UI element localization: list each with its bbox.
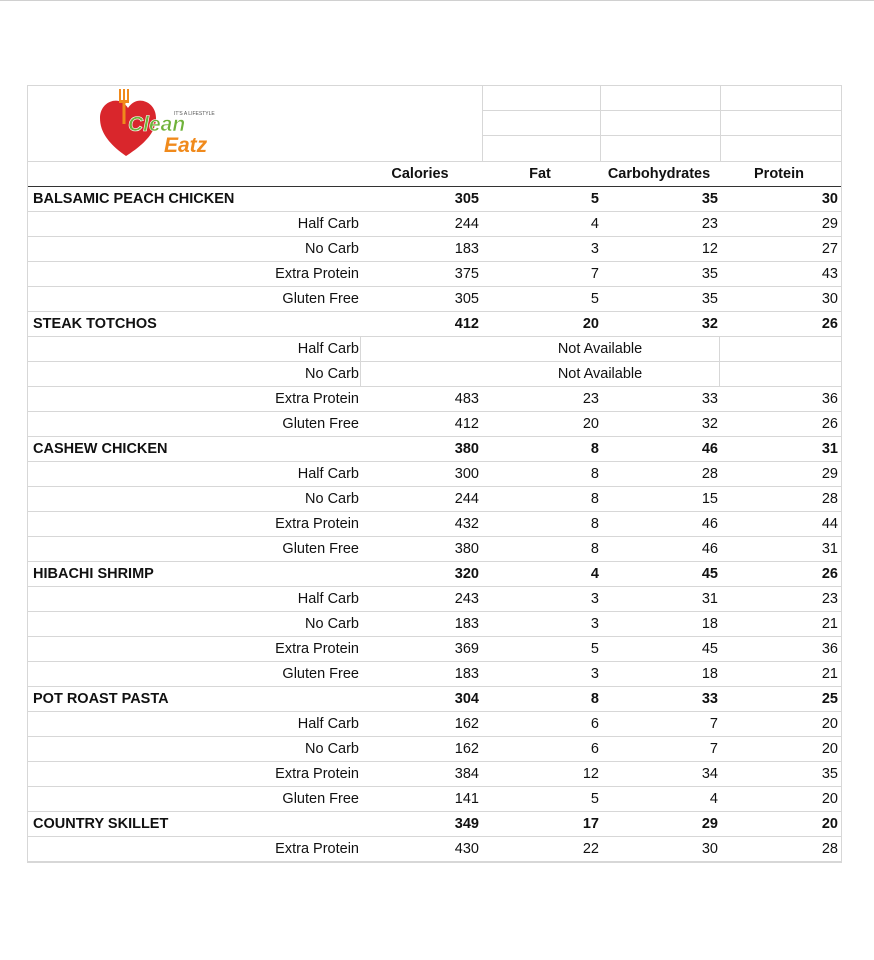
header-fat: Fat <box>529 166 551 182</box>
grid-line <box>482 86 483 161</box>
protein-value: 30 <box>821 291 838 307</box>
protein-value: 26 <box>821 566 838 582</box>
brand-tagline: IT'S A LIFESTYLE <box>174 111 215 117</box>
menu-item-name: CASHEW CHICKEN <box>33 441 168 457</box>
variant-label: Extra Protein <box>275 841 359 857</box>
variant-row <box>28 637 841 662</box>
variant-label: No Carb <box>305 616 359 632</box>
carbohydrates-value: 33 <box>701 391 718 407</box>
fat-value: 23 <box>582 391 599 407</box>
fat-value: 3 <box>590 241 599 257</box>
protein-value: 43 <box>821 266 838 282</box>
calories-value: 380 <box>454 541 479 557</box>
carbohydrates-value: 18 <box>701 616 718 632</box>
protein-value: 36 <box>821 391 838 407</box>
variant-row <box>28 737 841 762</box>
carbohydrates-value: 33 <box>701 691 718 707</box>
column-header-row <box>28 162 841 187</box>
carbohydrates-value: 29 <box>701 816 718 832</box>
menu-item-name: POT ROAST PASTA <box>33 691 169 707</box>
variant-row <box>28 487 841 512</box>
calories-value: 141 <box>454 791 479 807</box>
fat-value: 4 <box>590 216 599 232</box>
calories-value: 375 <box>454 266 479 282</box>
protein-value: 20 <box>821 716 838 732</box>
protein-value: 36 <box>821 641 838 657</box>
protein-value: 35 <box>821 766 838 782</box>
nutrition-spreadsheet <box>27 85 842 863</box>
calories-value: 305 <box>454 191 479 207</box>
protein-value: 26 <box>821 316 838 332</box>
fat-value: 3 <box>590 666 599 682</box>
menu-item-row <box>28 187 841 212</box>
calories-value: 430 <box>454 841 479 857</box>
fat-value: 3 <box>590 616 599 632</box>
not-available-note: Not Available <box>557 341 643 357</box>
protein-value: 28 <box>821 841 838 857</box>
variant-label: Extra Protein <box>275 391 359 407</box>
grid-line <box>360 337 361 361</box>
fat-value: 20 <box>582 316 599 332</box>
logo-row <box>28 85 841 162</box>
carbohydrates-value: 18 <box>701 666 718 682</box>
protein-value: 29 <box>821 216 838 232</box>
fat-value: 5 <box>590 291 599 307</box>
calories-value: 244 <box>454 216 479 232</box>
protein-value: 20 <box>821 741 838 757</box>
carbohydrates-value: 32 <box>701 416 718 432</box>
variant-label: Half Carb <box>297 341 359 357</box>
protein-value: 30 <box>821 191 838 207</box>
variant-row <box>28 287 841 312</box>
calories-value: 412 <box>454 416 479 432</box>
protein-value: 29 <box>821 466 838 482</box>
variant-row <box>28 787 841 812</box>
variant-row <box>28 712 841 737</box>
carbohydrates-value: 23 <box>701 216 718 232</box>
variant-row <box>28 262 841 287</box>
variant-label: No Carb <box>305 241 359 257</box>
variant-label: Extra Protein <box>275 266 359 282</box>
calories-value: 483 <box>454 391 479 407</box>
protein-value: 21 <box>821 616 838 632</box>
variant-label: Half Carb <box>297 716 359 732</box>
variant-row <box>28 512 841 537</box>
fat-value: 8 <box>590 466 599 482</box>
header-calories: Calories <box>391 166 449 182</box>
menu-item-name: COUNTRY SKILLET <box>33 816 169 832</box>
brand-name-eatz: Eatz <box>164 134 208 157</box>
variant-label: Half Carb <box>297 466 359 482</box>
calories-value: 349 <box>454 816 479 832</box>
carbohydrates-value: 32 <box>701 316 718 332</box>
variant-row <box>28 762 841 787</box>
menu-item-row <box>28 562 841 587</box>
calories-value: 243 <box>454 591 479 607</box>
carbohydrates-value: 45 <box>701 641 718 657</box>
variant-row <box>28 387 841 412</box>
protein-value: 25 <box>821 691 838 707</box>
grid-line <box>720 86 721 161</box>
fat-value: 8 <box>590 516 599 532</box>
menu-item-row <box>28 812 841 837</box>
variant-row <box>28 337 841 362</box>
protein-value: 20 <box>821 816 838 832</box>
calories-value: 412 <box>454 316 479 332</box>
variant-label: Extra Protein <box>275 766 359 782</box>
protein-value: 23 <box>821 591 838 607</box>
grid-line <box>482 110 841 111</box>
variant-label: Extra Protein <box>275 516 359 532</box>
calories-value: 305 <box>454 291 479 307</box>
variant-row <box>28 462 841 487</box>
carbohydrates-value: 35 <box>701 191 718 207</box>
variant-label: No Carb <box>305 366 359 382</box>
calories-value: 304 <box>454 691 479 707</box>
carbohydrates-value: 7 <box>709 716 718 732</box>
calories-value: 244 <box>454 491 479 507</box>
protein-value: 26 <box>821 416 838 432</box>
fat-value: 6 <box>590 716 599 732</box>
carbohydrates-value: 34 <box>701 766 718 782</box>
menu-item-name: STEAK TOTCHOS <box>33 316 157 332</box>
carbohydrates-value: 30 <box>701 841 718 857</box>
table-body <box>28 187 841 862</box>
variant-label: No Carb <box>305 741 359 757</box>
fat-value: 5 <box>590 641 599 657</box>
variant-label: Gluten Free <box>282 416 359 432</box>
fat-value: 8 <box>590 491 599 507</box>
calories-value: 183 <box>454 666 479 682</box>
grid-line <box>360 362 361 386</box>
variant-row <box>28 212 841 237</box>
variant-label: Half Carb <box>297 216 359 232</box>
calories-value: 380 <box>454 441 479 457</box>
variant-label: Gluten Free <box>282 541 359 557</box>
grid-line <box>482 135 841 136</box>
variant-row <box>28 662 841 687</box>
variant-label: Gluten Free <box>282 291 359 307</box>
variant-row <box>28 612 841 637</box>
carbohydrates-value: 46 <box>701 516 718 532</box>
carbohydrates-value: 35 <box>701 266 718 282</box>
variant-label: No Carb <box>305 491 359 507</box>
variant-row <box>28 412 841 437</box>
carbohydrates-value: 12 <box>701 241 718 257</box>
header-protein: Protein <box>754 166 804 182</box>
variant-row <box>28 537 841 562</box>
protein-value: 28 <box>821 491 838 507</box>
logo-graphic <box>28 86 228 161</box>
clean-eatz-logo <box>28 86 482 161</box>
fat-value: 4 <box>590 566 599 582</box>
calories-value: 183 <box>454 616 479 632</box>
header-carbohydrates: Carbohydrates <box>607 166 711 182</box>
top-border <box>0 0 874 1</box>
carbohydrates-value: 15 <box>701 491 718 507</box>
fat-value: 20 <box>582 416 599 432</box>
carbohydrates-value: 28 <box>701 466 718 482</box>
menu-item-row <box>28 437 841 462</box>
fat-value: 7 <box>590 266 599 282</box>
variant-row <box>28 837 841 862</box>
variant-label: Half Carb <box>297 591 359 607</box>
carbohydrates-value: 45 <box>701 566 718 582</box>
fat-value: 8 <box>590 441 599 457</box>
calories-value: 369 <box>454 641 479 657</box>
variant-row <box>28 587 841 612</box>
calories-value: 300 <box>454 466 479 482</box>
calories-value: 162 <box>454 741 479 757</box>
protein-value: 31 <box>821 441 838 457</box>
carbohydrates-value: 46 <box>701 541 718 557</box>
calories-value: 432 <box>454 516 479 532</box>
fat-value: 3 <box>590 591 599 607</box>
menu-item-name: HIBACHI SHRIMP <box>33 566 154 582</box>
fat-value: 5 <box>590 191 599 207</box>
fat-value: 8 <box>590 691 599 707</box>
brand-name-clean: Clean <box>128 113 186 136</box>
protein-value: 31 <box>821 541 838 557</box>
protein-value: 27 <box>821 241 838 257</box>
carbohydrates-value: 46 <box>701 441 718 457</box>
fat-value: 6 <box>590 741 599 757</box>
protein-value: 44 <box>821 516 838 532</box>
variant-row <box>28 237 841 262</box>
variant-label: Extra Protein <box>275 641 359 657</box>
not-available-note: Not Available <box>557 366 643 382</box>
menu-item-row <box>28 687 841 712</box>
variant-label: Gluten Free <box>282 666 359 682</box>
menu-item-name: BALSAMIC PEACH CHICKEN <box>33 191 235 207</box>
carbohydrates-value: 31 <box>701 591 718 607</box>
menu-item-row <box>28 312 841 337</box>
grid-line <box>600 86 601 161</box>
calories-value: 162 <box>454 716 479 732</box>
calories-value: 183 <box>454 241 479 257</box>
carbohydrates-value: 4 <box>709 791 718 807</box>
carbohydrates-value: 35 <box>701 291 718 307</box>
carbohydrates-value: 7 <box>709 741 718 757</box>
fat-value: 22 <box>582 841 599 857</box>
calories-value: 384 <box>454 766 479 782</box>
fat-value: 17 <box>582 816 599 832</box>
fat-value: 5 <box>590 791 599 807</box>
protein-value: 21 <box>821 666 838 682</box>
calories-value: 320 <box>454 566 479 582</box>
fat-value: 12 <box>582 766 599 782</box>
variant-row <box>28 362 841 387</box>
protein-value: 20 <box>821 791 838 807</box>
variant-label: Gluten Free <box>282 791 359 807</box>
fat-value: 8 <box>590 541 599 557</box>
